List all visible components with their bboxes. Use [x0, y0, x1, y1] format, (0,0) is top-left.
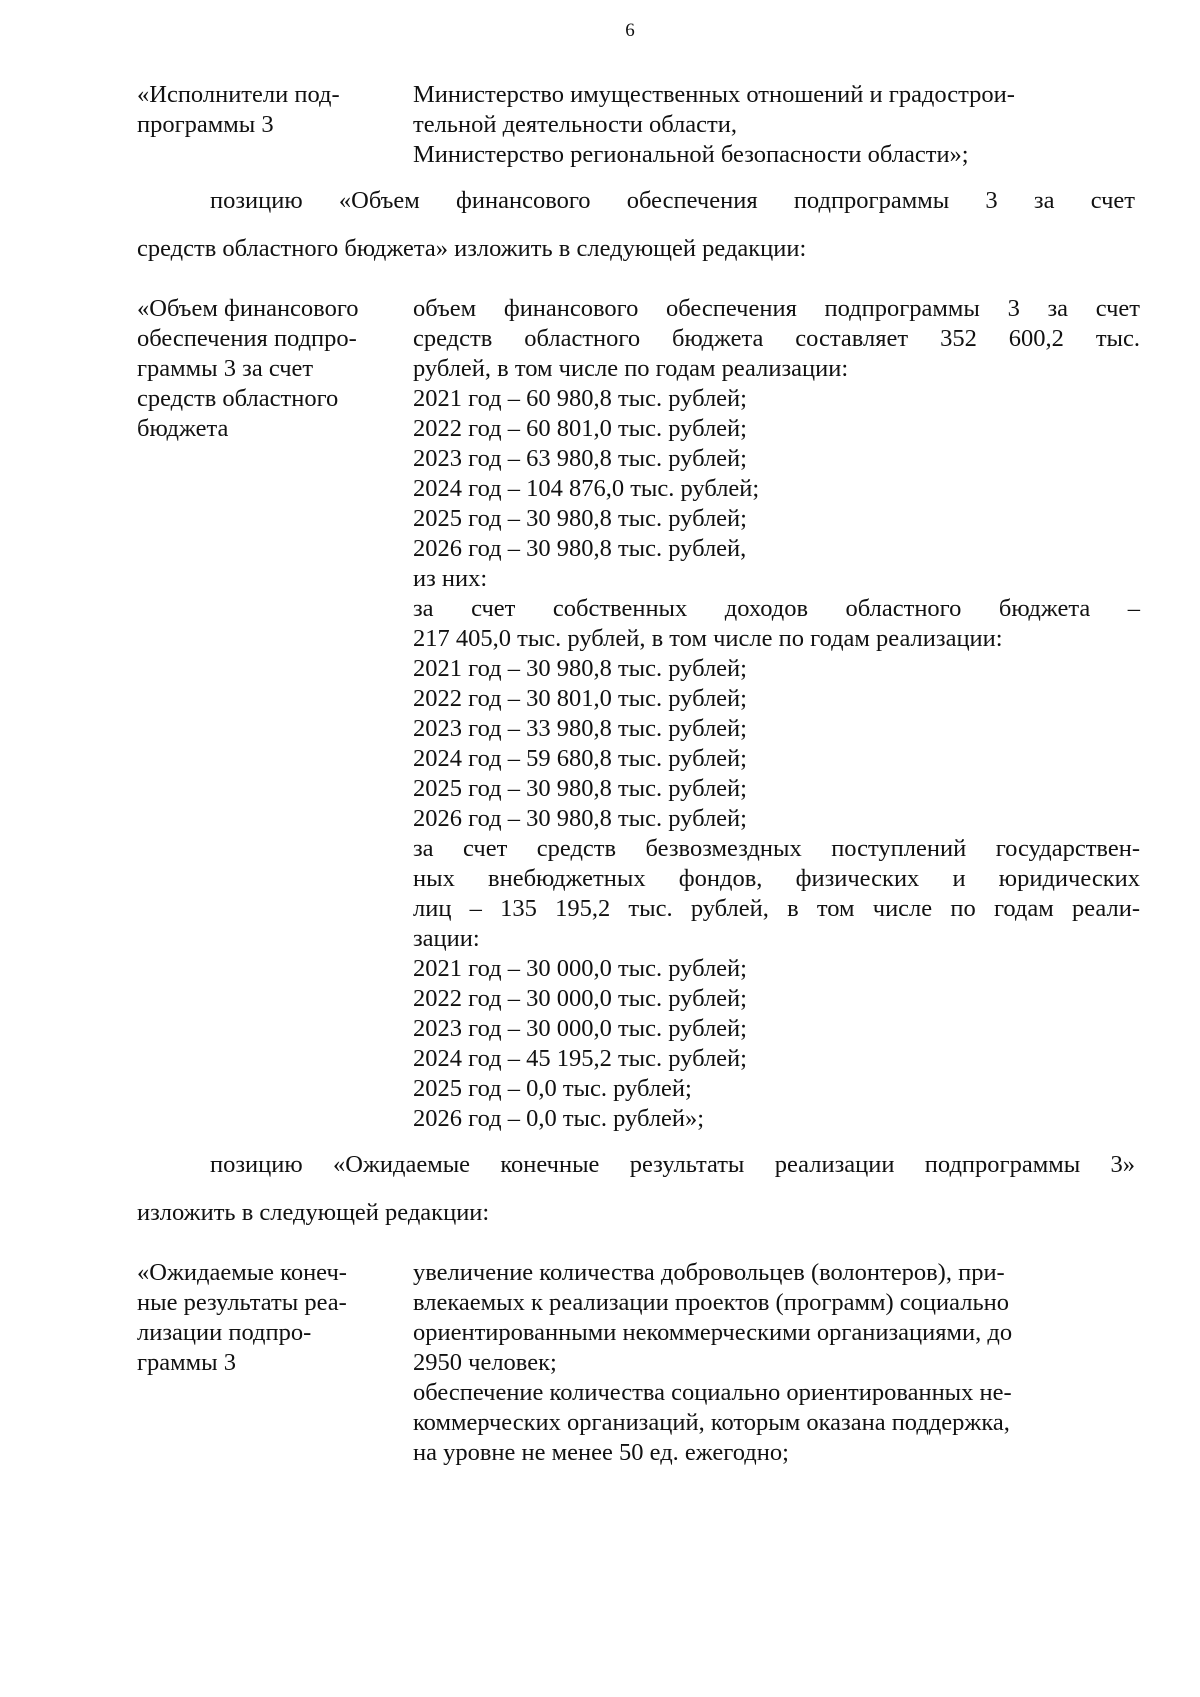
- value-line: лиц – 135 195,2 тыс. рублей, в том числе по годам реали-: [413, 895, 1140, 922]
- value-line: 2021 год – 30 980,8 тыс. рублей;: [413, 655, 747, 682]
- value-line: 2022 год – 60 801,0 тыс. рублей;: [413, 415, 747, 442]
- value-line: 2025 год – 0,0 тыс. рублей;: [413, 1075, 692, 1102]
- value-line: 2026 год – 30 980,8 тыс. рублей;: [413, 805, 747, 832]
- value-line: средств областного бюджета составляет 352 600,2 тыс.: [413, 325, 1140, 352]
- value-line: 2022 год – 30 000,0 тыс. рублей;: [413, 985, 747, 1012]
- label-line: программы 3: [137, 111, 274, 138]
- value-line: 2023 год – 30 000,0 тыс. рублей;: [413, 1015, 747, 1042]
- label-line: бюджета: [137, 415, 229, 442]
- value-line: 2023 год – 33 980,8 тыс. рублей;: [413, 715, 747, 742]
- value-line: 2026 год – 0,0 тыс. рублей»;: [413, 1105, 705, 1132]
- value-line: Министерство имущественных отношений и градострои-: [413, 81, 1015, 108]
- label-line: «Исполнители под-: [137, 81, 340, 108]
- value-line: влекаемых к реализации проектов (программ) социально: [413, 1289, 1009, 1316]
- value-line: рублей, в том числе по годам реализации:: [413, 355, 849, 382]
- value-line: коммерческих организаций, которым оказана поддержка,: [413, 1409, 1010, 1436]
- paragraph-line: позицию «Объем финансового обеспечения подпрограммы 3 за счет: [210, 187, 1135, 214]
- value-line: 2950 человек;: [413, 1349, 557, 1376]
- value-line: ориентированными некоммерческими организациями, до: [413, 1319, 1013, 1346]
- label-line: ные результаты реа-: [137, 1289, 347, 1316]
- paragraph-line: позицию «Ожидаемые конечные результаты реализации подпрограммы 3»: [210, 1151, 1135, 1178]
- paragraph-line: средств областного бюджета» изложить в следующей редакции:: [137, 235, 807, 262]
- label-line: обеспечения подпро-: [137, 325, 357, 352]
- value-line: 2025 год – 30 980,8 тыс. рублей;: [413, 775, 747, 802]
- label-line: «Ожидаемые конеч-: [137, 1259, 347, 1286]
- value-line: 2026 год – 30 980,8 тыс. рублей,: [413, 535, 747, 562]
- value-line: Министерство региональной безопасности области»;: [413, 141, 969, 168]
- value-line: тельной деятельности области,: [413, 111, 737, 138]
- value-line: 2022 год – 30 801,0 тыс. рублей;: [413, 685, 747, 712]
- value-line: зации:: [413, 925, 480, 952]
- value-line: 2023 год – 63 980,8 тыс. рублей;: [413, 445, 747, 472]
- value-line: на уровне не менее 50 ед. ежегодно;: [413, 1439, 789, 1466]
- label-line: лизации подпро-: [137, 1319, 312, 1346]
- value-line: обеспечение количества социально ориентированных не-: [413, 1379, 1012, 1406]
- value-line: 2021 год – 30 000,0 тыс. рублей;: [413, 955, 747, 982]
- paragraph-line: изложить в следующей редакции:: [137, 1199, 490, 1226]
- label-line: «Объем финансового: [137, 295, 359, 322]
- value-line: 2025 год – 30 980,8 тыс. рублей;: [413, 505, 747, 532]
- value-line: из них:: [413, 565, 488, 592]
- value-line: увеличение количества добровольцев (волонтеров), при-: [413, 1259, 1005, 1286]
- label-line: средств областного: [137, 385, 339, 412]
- value-line: за счет собственных доходов областного бюджета –: [413, 595, 1140, 622]
- label-line: граммы 3 за счет: [137, 355, 314, 382]
- value-line: ных внебюджетных фондов, физических и юридических: [413, 865, 1140, 892]
- value-line: 2021 год – 60 980,8 тыс. рублей;: [413, 385, 747, 412]
- label-line: граммы 3: [137, 1349, 237, 1376]
- value-line: объем финансового обеспечения подпрограммы 3 за счет: [413, 295, 1140, 322]
- page-number: 6: [625, 20, 635, 41]
- value-line: за счет средств безвозмездных поступлений государствен-: [413, 835, 1140, 862]
- value-line: 2024 год – 104 876,0 тыс. рублей;: [413, 475, 760, 502]
- value-line: 2024 год – 45 195,2 тыс. рублей;: [413, 1045, 747, 1072]
- value-line: 217 405,0 тыс. рублей, в том числе по годам реализации:: [413, 625, 1003, 652]
- value-line: 2024 год – 59 680,8 тыс. рублей;: [413, 745, 747, 772]
